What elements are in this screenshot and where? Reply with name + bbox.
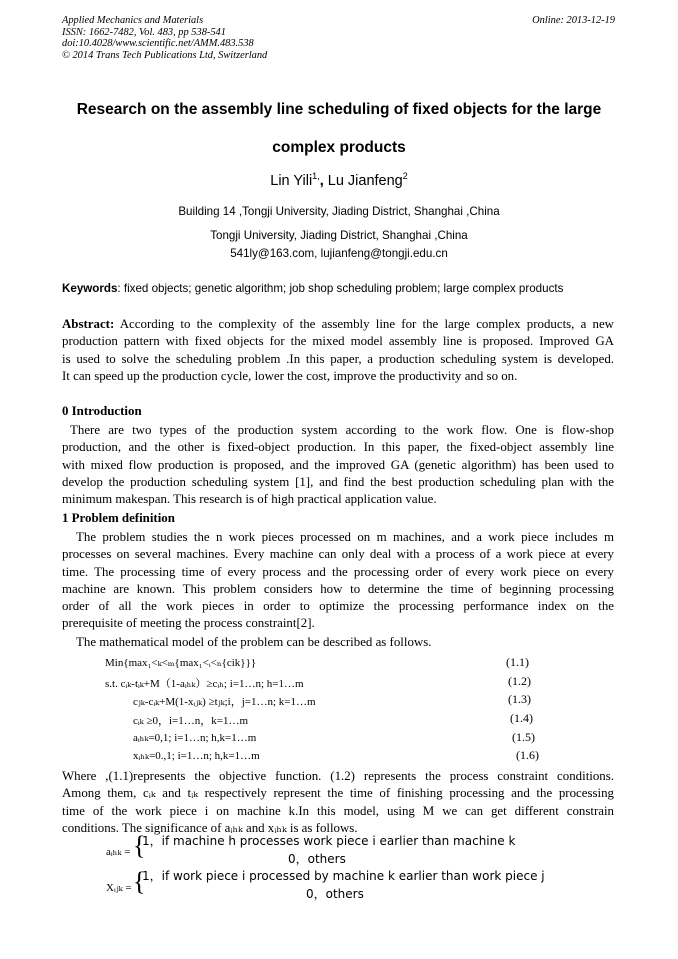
title-line-2: complex products (272, 139, 406, 156)
problem-line: machine are known. This problem considers how to determine the time of beginning processing (62, 581, 614, 596)
equation-number: (1.6) (516, 748, 539, 762)
author-emails: 541ly@163.com, lujianfeng@tongji.edu.cn (230, 247, 448, 260)
problem-line: The problem studies the n work pieces processed on m machines, and a work piece includes m (76, 530, 614, 544)
where-paragraph (62, 768, 614, 837)
piecewise-label-x: Xᵢⱼₖ = (106, 882, 132, 894)
equation-constraint: s.t. cᵢₖ-tᵢₖ+M（1-aᵢₕₖ）≥cᵢₕ; i=1…n; h=1…m (105, 678, 304, 690)
abstract-line: is used to solve the scheduling problem .In this paper, a production scheduling system is developed. (62, 351, 614, 366)
piecewise-case-0: 0，others (306, 887, 364, 901)
equation-number: (1.4) (510, 711, 533, 725)
piecewise-case-1: 1，if work piece i processed by machine k earlier than work piece j (142, 869, 545, 883)
title-line-1: Research on the assembly line scheduling of fixed objects for the large (76, 101, 602, 118)
online-date: Online: 2013-12-19 (532, 15, 615, 26)
section-heading-introduction: 0 Introduction (62, 404, 142, 418)
piecewise-case-0: 0，others (288, 852, 346, 866)
equation-number: (1.5) (512, 730, 535, 744)
problem-line: time. The processing time of every process and the processing order of every work piece on every (62, 564, 614, 579)
model-intro: The mathematical model of the problem can be described as follows. (76, 635, 432, 649)
piecewise-case-1: 1，if machine h processes work piece i earlier than machine k (142, 834, 516, 848)
affiliation-2: Tongji University, Jiading District, Shanghai ,China (210, 229, 468, 242)
issn-line: ISSN: 1662-7482, Vol. 483, pp 538-541 (62, 26, 226, 38)
left-brace-icon: { (133, 831, 146, 860)
abstract-line: It can speed up the production cycle, lower the cost, improve the productivity and so on. (62, 368, 518, 383)
equation-constraint: cⱼₖ-cᵢₖ+M(1-xᵢⱼₖ) ≥tⱼₖ;i，j=1…n; k=1…m (133, 696, 316, 708)
intro-line: minimum makespan. This research is of high practical application value. (62, 492, 437, 507)
author-separator: , (319, 172, 328, 189)
author-2: Lu Jianfeng (327, 172, 403, 189)
intro-line: production, and the other is fixed-object production. In this paper, the fixed-object assembly line (62, 440, 614, 455)
equation-constraint: xᵢₕₖ=0.,1; i=1…n; h,k=1…m (133, 750, 260, 762)
copyright-line: © 2014 Trans Tech Publications Ltd, Switzerland (62, 49, 268, 61)
equation-number: (1.1) (506, 655, 529, 669)
introduction-paragraph (62, 422, 614, 508)
author-list (60, 166, 618, 191)
piecewise-label-a: aᵢₕₖ = (106, 846, 131, 858)
problem-line: processes on several machines. Every machine can only deal with a process of a work piece at every (62, 547, 614, 562)
abstract-line: production pattern with fixed objects for the mixed model assembly line is proposed. Improved GA (62, 334, 614, 349)
keywords-text: : fixed objects; genetic algorithm; job shop scheduling problem; large complex products (117, 282, 564, 295)
keywords-label: Keywords (62, 282, 118, 295)
where-line: Among them, cᵢₖ and tᵢₖ respectively represent the time of finishing processing and the processing (62, 786, 614, 801)
equation-number: (1.2) (508, 674, 531, 688)
author-1: Lin Yili (270, 172, 313, 189)
where-line: time of the work piece i on machine k.In this model, using M we can get different constrain (62, 803, 614, 818)
doi-line: doi:10.4028/www.scientific.net/AMM.483.538 (62, 38, 254, 50)
intro-line: with mixed flow production is proposed, and the improved GA (genetic algorithm) has been used to (62, 457, 614, 472)
author-2-affil: 2 (402, 171, 408, 181)
left-brace-icon: { (133, 867, 146, 896)
intro-line: develop the production scheduling system [1], and find the best production scheduling plan with the (62, 474, 614, 489)
equation-constraint: aᵢₕₖ=0,1; i=1…n; h,k=1…m (133, 732, 257, 744)
equation-objective: Min{max₁<ₖ<ₘ{max₁<ᵢ<ₙ{cik}}} (105, 657, 257, 669)
paper-title (60, 91, 618, 167)
abstract-line: According to the complexity of the assembly line for the large complex products, a new (114, 317, 614, 331)
keywords (62, 282, 563, 295)
equation-number: (1.3) (508, 692, 531, 706)
abstract (62, 316, 614, 385)
problem-line: order of all the work pieces in order to optimize the processing performance index on the (62, 599, 614, 614)
problem-paragraph (62, 529, 614, 633)
where-line: Where ,(1.1)represents the objective function. (1.2) represents the process constraint conditions. (62, 769, 614, 783)
journal-name: Applied Mechanics and Materials (62, 15, 204, 26)
journal-header (62, 15, 267, 61)
problem-line: prerequisite of meeting the process constraint[2]. (62, 616, 315, 631)
author-1-affil: 1, (312, 171, 320, 181)
where-line: conditions. The significance of aᵢₕₖ and xᵢₕₖ is as follows. (62, 820, 358, 835)
section-heading-problem-definition: 1 Problem definition (62, 511, 175, 525)
affiliation-1: Building 14 ,Tongji University, Jiading District, Shanghai ,China (178, 205, 500, 218)
intro-line: There are two types of the production system according to the work flow. One is flow-shop (70, 423, 614, 437)
equation-constraint: cᵢₖ ≥0，i=1…n，k=1…m (133, 715, 249, 727)
abstract-label: Abstract: (62, 317, 115, 331)
